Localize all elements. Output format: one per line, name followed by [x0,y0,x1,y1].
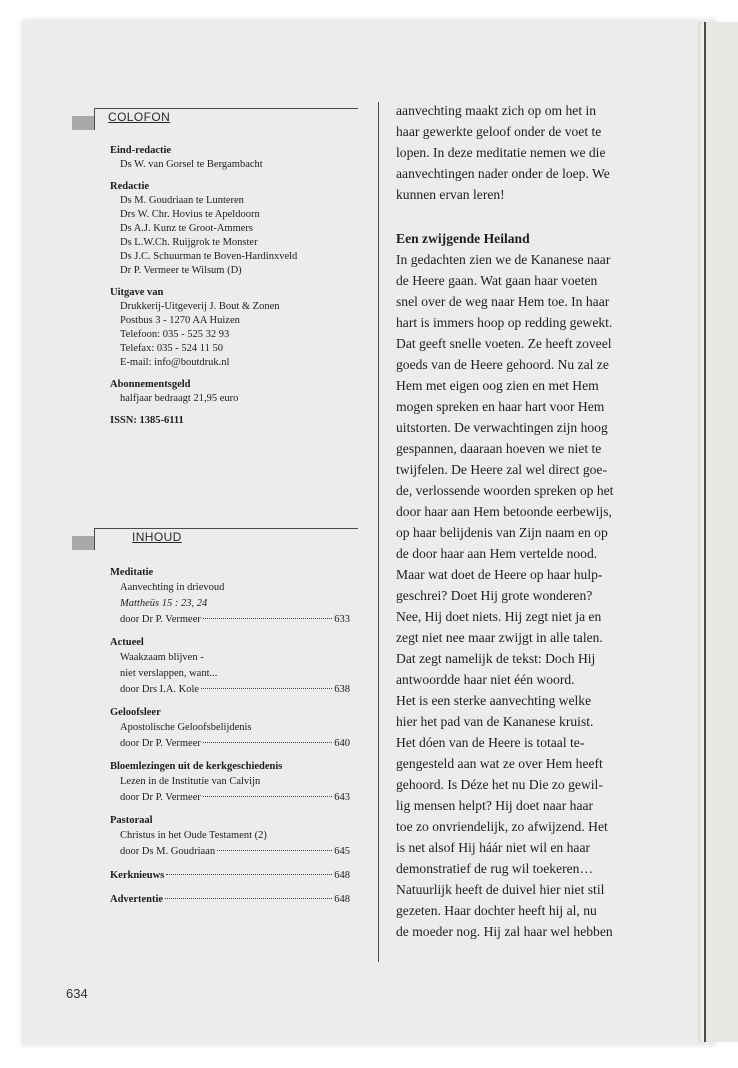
inhoud-title: INHOUD [132,530,182,544]
toc-entry-page: 643 [334,792,350,803]
article-line: aanvechtingen nader onder de loep. We [396,166,610,181]
toc-item-scripture: Mattheüs 15 : 23, 24 [120,598,208,609]
colofon-header [72,108,358,130]
column-divider [378,102,379,962]
toc-item-title: Lezen in de Institutie van Calvijn [120,776,261,787]
article-line: aanvechting maakt zich op om het in [396,103,597,118]
uitgave-label: Uitgave van [110,287,164,298]
toc-entry-page: 648 [334,870,350,881]
next-page-strip [704,22,738,1042]
redactie-line: Ds A.J. Kunz te Groot-Ammers [120,223,253,234]
article-line: geschrei? Doet Hij grote wonderen? [396,588,593,603]
toc-entry-advertentie[interactable] [110,892,350,908]
article-line: Dat geeft snelle voeten. Ze heeft zoveel [396,336,612,351]
article-line: de moeder nog. Hij zal haar wel hebben [396,924,613,939]
article-line: Nee, Hij doet niets. Hij zegt niet ja en [396,609,602,624]
toc-entry-author: door Dr P. Vermeer [120,614,201,625]
article-line: de Heere gaan. Wat gaan haar voeten [396,273,598,288]
toc-entry-bloemlezingen[interactable] [110,790,350,806]
article-line: demonstratief de rug wil toekeren… [396,861,594,876]
article-line: haar gewerkte geloof onder de voet te [396,124,602,139]
article-line: twijfelen. De Heere zal wel direct goe- [396,462,607,477]
toc-entry-author: door Dr P. Vermeer [120,738,201,749]
article-line: door haar aan Hem betoonde eerbewijs, [396,504,612,519]
table-of-contents [110,566,350,908]
article-line: Het is een sterke aanvechting welke [396,693,592,708]
article-line: zegt niet nee maar zwijgt in alle talen. [396,630,603,645]
article-line: gengesteld aan wat ze over Hem heeft [396,756,603,771]
uitgave-line: Telefax: 035 - 524 11 50 [120,343,223,354]
article-line: kunnen ervan leren! [396,187,505,202]
article-line: toe zo onvriendelijk, zo afwijzend. Het [396,819,608,834]
article-line: uitstorten. De verwachtingen zijn hoog [396,420,608,435]
article-line: de door haar aan Hem vertelde nood. [396,546,598,561]
eind-redactie-label: Eind-redactie [110,145,172,156]
toc-entry-actueel[interactable] [110,682,350,698]
toc-item-title: Aanvechting in drievoud [120,582,225,593]
article-intro [396,100,670,205]
article-line: op haar belijdenis van Zijn naam en op [396,525,608,540]
redactie-line: Drs W. Chr. Hovius te Apeldoorn [120,209,260,220]
abonnement-line: halfjaar bedraagt 21,95 euro [120,393,239,404]
colofon-marker [72,116,94,130]
toc-entry-page: 638 [334,684,350,695]
article-line: gezeten. Haar dochter heeft hij al, nu [396,903,597,918]
toc-entry-page: 648 [334,894,350,905]
redactie-line: Ds J.C. Schuurman te Boven-Hardinxveld [120,251,298,262]
toc-section-advertentie: Advertentie [110,894,164,905]
article-line: Dat zegt namelijk de tekst: Doch Hij [396,651,596,666]
toc-entry-kerknieuws[interactable] [110,868,350,884]
meditation-article [396,100,670,942]
uitgave-line: E-mail: info@boutdruk.nl [120,357,230,368]
redactie-line: Ds L.W.Ch. Ruijgrok te Monster [120,237,258,248]
article-line: hart is immers hoop op redding gewekt. [396,315,613,330]
article-line: gehoord. Is Déze het nu Die zo gewil- [396,777,603,792]
toc-section-pastoraal: Pastoraal [110,815,153,826]
article-line: Natuurlijk heeft de duivel hier niet stil [396,882,605,897]
redactie-line: Dr P. Vermeer te Wilsum (D) [120,265,242,276]
article-body [396,249,670,942]
article-line: hier het pad van de Kananese kruist. [396,714,594,729]
toc-section-geloofsleer: Geloofsleer [110,707,161,718]
article-line: lig mensen helpt? Hij doet naar haar [396,798,594,813]
toc-entry-page: 633 [334,614,350,625]
toc-entry-page: 645 [334,846,350,857]
redactie-label: Redactie [110,181,150,192]
article-line: Hem met eigen oog zien en met Hem [396,378,599,393]
article-line: gespannen, daaraan hoeven we niet te [396,441,602,456]
article-line: lopen. In deze meditatie nemen we die [396,145,606,160]
colofon-block [110,144,358,428]
article-heading: Een zwijgende Heiland [396,231,530,246]
toc-entry-geloofsleer[interactable] [110,736,350,752]
toc-entry-author: door Drs I.A. Kole [120,684,200,695]
toc-entry-author: door Dr P. Vermeer [120,792,201,803]
article-line: snel over de weg naar Hem toe. In haar [396,294,610,309]
article-line: mogen spreken en haar hart voor Hem [396,399,605,414]
toc-item-title: Waakzaam blijven - [120,652,204,663]
toc-section-actueel: Actueel [110,637,144,648]
article-line: de, verlossende woorden spreken op het [396,483,614,498]
toc-section-meditatie: Meditatie [110,567,154,578]
uitgave-line: Postbus 3 - 1270 AA Huizen [120,315,240,326]
article-line: is net alsof Hij háár niet wil en haar [396,840,591,855]
article-line: Het dóen van de Heere is totaal te- [396,735,585,750]
toc-item-title: Christus in het Oude Testament (2) [120,830,267,841]
toc-entry-meditatie[interactable] [110,612,350,628]
page-number: 634 [66,986,88,1001]
eind-redactie-line: Ds W. van Gorsel te Bergambacht [120,159,263,170]
toc-entry-author: door Ds M. Goudriaan [120,846,216,857]
abonnement-label: Abonnementsgeld [110,379,191,390]
article-line: goeds van de Heere gehoord. Nu zal ze [396,357,609,372]
issn: ISSN: 1385-6111 [110,415,184,426]
toc-entry-page: 640 [334,738,350,749]
toc-item-title: niet verslappen, want... [120,668,218,679]
inhoud-header [72,528,358,550]
toc-item-title: Apostolische Geloofsbelijdenis [120,722,252,733]
article-line: In gedachten zien we de Kananese naar [396,252,611,267]
toc-entry-pastoraal[interactable] [110,844,350,860]
uitgave-line: Drukkerij-Uitgeverij J. Bout & Zonen [120,301,280,312]
redactie-line: Ds M. Goudriaan te Lunteren [120,195,244,206]
toc-section-bloemlezingen: Bloemlezingen uit de kerkgeschiedenis [110,761,283,772]
inhoud-marker [72,536,94,550]
article-line: Maar wat doet de Heere op haar hulp- [396,567,603,582]
uitgave-line: Telefoon: 035 - 525 32 93 [120,329,230,340]
toc-section-kerknieuws: Kerknieuws [110,870,165,881]
colofon-title: COLOFON [108,110,171,124]
article-line: antwoordde haar niet één woord. [396,672,575,687]
